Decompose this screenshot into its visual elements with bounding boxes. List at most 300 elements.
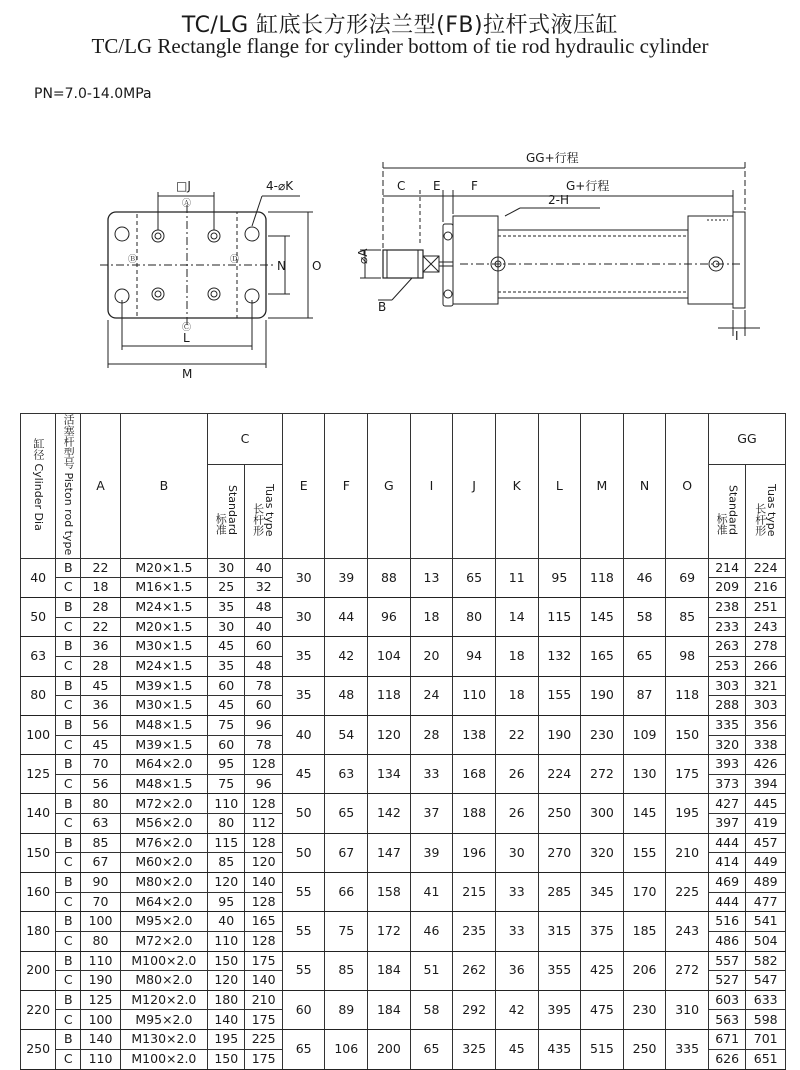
cell-n: 46 xyxy=(623,558,666,597)
cell-c-standard: 45 xyxy=(208,637,245,657)
cell-gg-tuas: 477 xyxy=(746,892,786,912)
cell-i: 41 xyxy=(410,873,453,912)
cell-bore: 150 xyxy=(21,833,56,872)
cell-g: 172 xyxy=(368,912,411,951)
cell-c-standard: 120 xyxy=(208,971,245,991)
cell-n: 230 xyxy=(623,990,666,1029)
cell-o: 175 xyxy=(666,755,709,794)
cell-m: 190 xyxy=(581,676,624,715)
label-e: E xyxy=(433,179,441,193)
cell-gg-standard: 320 xyxy=(708,735,745,755)
cell-f: 63 xyxy=(325,755,368,794)
table-row xyxy=(21,715,786,735)
cell-o: 195 xyxy=(666,794,709,833)
cell-bore: 250 xyxy=(21,1030,56,1070)
cell-rod-type: C xyxy=(56,814,81,834)
cell-i: 37 xyxy=(410,794,453,833)
cell-c-tuas: 140 xyxy=(245,971,282,991)
cell-gg-tuas: 449 xyxy=(746,853,786,873)
cell-gg-tuas: 598 xyxy=(746,1010,786,1030)
cell-e: 60 xyxy=(282,990,325,1029)
cell-c-standard: 85 xyxy=(208,853,245,873)
port-mark-d: Ⓓ xyxy=(230,255,240,265)
cell-l: 285 xyxy=(538,873,581,912)
cell-e: 30 xyxy=(282,558,325,597)
cell-e: 55 xyxy=(282,951,325,990)
cell-k: 42 xyxy=(495,990,538,1029)
table-row xyxy=(21,598,786,618)
cell-n: 185 xyxy=(623,912,666,951)
cell-f: 54 xyxy=(325,715,368,754)
cell-b: M48×1.5 xyxy=(120,715,207,735)
cell-c-tuas: 175 xyxy=(245,951,282,971)
dimension-table xyxy=(20,413,786,1070)
cell-gg-tuas: 303 xyxy=(746,696,786,716)
cell-gg-tuas: 651 xyxy=(746,1049,786,1069)
cell-b: M39×1.5 xyxy=(120,676,207,696)
cell-b: M76×2.0 xyxy=(120,833,207,853)
cell-m: 475 xyxy=(581,990,624,1029)
cell-o: 310 xyxy=(666,990,709,1029)
cell-a: 22 xyxy=(81,617,120,637)
table-row xyxy=(21,833,786,853)
header-c: C xyxy=(208,414,283,465)
cell-c-tuas: 48 xyxy=(245,656,282,676)
cell-c-standard: 45 xyxy=(208,696,245,716)
cell-i: 65 xyxy=(410,1030,453,1070)
cell-c-tuas: 32 xyxy=(245,578,282,598)
table-row xyxy=(21,912,786,932)
cell-c-standard: 40 xyxy=(208,912,245,932)
cell-a: 67 xyxy=(81,853,120,873)
cell-c-standard: 35 xyxy=(208,598,245,618)
cell-gg-tuas: 224 xyxy=(746,558,786,578)
cell-gg-tuas: 338 xyxy=(746,735,786,755)
cell-i: 33 xyxy=(410,755,453,794)
port-mark-b: Ⓑ xyxy=(128,255,138,265)
cell-b: M20×1.5 xyxy=(120,558,207,578)
cell-gg-tuas: 701 xyxy=(746,1030,786,1050)
cell-b: M120×2.0 xyxy=(120,990,207,1010)
cell-gg-standard: 214 xyxy=(708,558,745,578)
cell-f: 75 xyxy=(325,912,368,951)
cell-gg-standard: 393 xyxy=(708,755,745,775)
cell-b: M24×1.5 xyxy=(120,598,207,618)
cell-gg-tuas: 457 xyxy=(746,833,786,853)
cell-b: M95×2.0 xyxy=(120,1010,207,1030)
title-english: TC/LG Rectangle flange for cylinder bottom of tie rod hydraulic cylinder xyxy=(91,34,709,58)
cell-b: M100×2.0 xyxy=(120,951,207,971)
cell-c-tuas: 175 xyxy=(245,1010,282,1030)
cell-m: 375 xyxy=(581,912,624,951)
cell-e: 55 xyxy=(282,873,325,912)
cell-b: M80×2.0 xyxy=(120,873,207,893)
cell-l: 395 xyxy=(538,990,581,1029)
cell-c-standard: 95 xyxy=(208,755,245,775)
cell-b: M56×2.0 xyxy=(120,814,207,834)
cell-rod-type: C xyxy=(56,1010,81,1030)
cell-c-standard: 120 xyxy=(208,873,245,893)
cell-c-tuas: 96 xyxy=(245,715,282,735)
cell-gg-standard: 335 xyxy=(708,715,745,735)
cell-m: 145 xyxy=(581,598,624,637)
cell-n: 155 xyxy=(623,833,666,872)
cell-rod-type: C xyxy=(56,696,81,716)
cell-e: 50 xyxy=(282,794,325,833)
label-m: M xyxy=(182,367,193,381)
cell-k: 36 xyxy=(495,951,538,990)
cell-gg-standard: 373 xyxy=(708,774,745,794)
cell-c-tuas: 78 xyxy=(245,676,282,696)
cell-f: 42 xyxy=(325,637,368,676)
cell-c-tuas: 165 xyxy=(245,912,282,932)
cell-gg-tuas: 251 xyxy=(746,598,786,618)
cell-gg-standard: 557 xyxy=(708,951,745,971)
cell-f: 48 xyxy=(325,676,368,715)
cell-rod-type: B xyxy=(56,794,81,814)
cell-c-tuas: 128 xyxy=(245,833,282,853)
header-bore: 缸径 Cylinder Dia xyxy=(21,414,56,559)
table-body xyxy=(21,558,786,1069)
cell-j: 235 xyxy=(453,912,496,951)
cell-b: M48×1.5 xyxy=(120,774,207,794)
cell-a: 80 xyxy=(81,794,120,814)
header-i: I xyxy=(410,414,453,559)
cylinder-side-view xyxy=(360,162,760,336)
header-f: F xyxy=(325,414,368,559)
header-gg: GG xyxy=(708,414,785,465)
cell-l: 435 xyxy=(538,1030,581,1070)
cell-b: M39×1.5 xyxy=(120,735,207,755)
cell-gg-standard: 238 xyxy=(708,598,745,618)
cell-n: 65 xyxy=(623,637,666,676)
cell-i: 39 xyxy=(410,833,453,872)
cell-gg-standard: 253 xyxy=(708,656,745,676)
cell-m: 425 xyxy=(581,951,624,990)
pressure-rating: PN=7.0-14.0MPa xyxy=(34,86,152,102)
cell-f: 66 xyxy=(325,873,368,912)
table-row xyxy=(21,676,786,696)
cell-bore: 160 xyxy=(21,873,56,912)
cell-rod-type: B xyxy=(56,755,81,775)
cell-j: 196 xyxy=(453,833,496,872)
cell-c-standard: 150 xyxy=(208,951,245,971)
cell-c-standard: 115 xyxy=(208,833,245,853)
cell-j: 80 xyxy=(453,598,496,637)
cell-e: 55 xyxy=(282,912,325,951)
label-o: O xyxy=(312,259,322,273)
cell-n: 130 xyxy=(623,755,666,794)
cell-a: 36 xyxy=(81,696,120,716)
header-c-standard: 标准Standard xyxy=(208,465,245,559)
cell-bore: 63 xyxy=(21,637,56,676)
cell-a: 190 xyxy=(81,971,120,991)
cell-rod-type: C xyxy=(56,1049,81,1069)
cell-b: M30×1.5 xyxy=(120,637,207,657)
cell-g: 142 xyxy=(368,794,411,833)
header-rod-type: 活塞杆型号 Piston rod type xyxy=(56,414,81,559)
cell-c-tuas: 225 xyxy=(245,1030,282,1050)
cell-rod-type: B xyxy=(56,1030,81,1050)
cell-rod-type: C xyxy=(56,892,81,912)
cell-rod-type: C xyxy=(56,735,81,755)
cell-c-tuas: 140 xyxy=(245,873,282,893)
cell-c-standard: 180 xyxy=(208,990,245,1010)
cell-k: 14 xyxy=(495,598,538,637)
cell-m: 272 xyxy=(581,755,624,794)
cell-rod-type: C xyxy=(56,931,81,951)
cell-rod-type: B xyxy=(56,676,81,696)
cell-c-tuas: 128 xyxy=(245,755,282,775)
cell-gg-standard: 263 xyxy=(708,637,745,657)
cell-g: 158 xyxy=(368,873,411,912)
cell-e: 30 xyxy=(282,598,325,637)
cell-o: 210 xyxy=(666,833,709,872)
cell-n: 170 xyxy=(623,873,666,912)
cell-bore: 180 xyxy=(21,912,56,951)
cell-c-standard: 60 xyxy=(208,676,245,696)
cell-k: 30 xyxy=(495,833,538,872)
cell-b: M24×1.5 xyxy=(120,656,207,676)
cell-a: 110 xyxy=(81,1049,120,1069)
label-gg-stroke: GG+行程 xyxy=(526,151,579,165)
cell-a: 56 xyxy=(81,774,120,794)
cell-a: 80 xyxy=(81,931,120,951)
cell-l: 270 xyxy=(538,833,581,872)
cell-gg-standard: 486 xyxy=(708,931,745,951)
cell-c-standard: 75 xyxy=(208,774,245,794)
cell-bore: 50 xyxy=(21,598,56,637)
cell-c-tuas: 60 xyxy=(245,696,282,716)
cell-a: 28 xyxy=(81,656,120,676)
cell-j: 292 xyxy=(453,990,496,1029)
cell-bore: 40 xyxy=(21,558,56,597)
cell-gg-standard: 671 xyxy=(708,1030,745,1050)
header-o: O xyxy=(666,414,709,559)
cell-gg-tuas: 419 xyxy=(746,814,786,834)
cell-o: 243 xyxy=(666,912,709,951)
cell-b: M64×2.0 xyxy=(120,892,207,912)
cell-b: M60×2.0 xyxy=(120,853,207,873)
cell-a: 56 xyxy=(81,715,120,735)
cell-f: 39 xyxy=(325,558,368,597)
cell-k: 33 xyxy=(495,912,538,951)
cell-bore: 125 xyxy=(21,755,56,794)
cell-l: 355 xyxy=(538,951,581,990)
header-n: N xyxy=(623,414,666,559)
cell-rod-type: C xyxy=(56,971,81,991)
cell-c-tuas: 48 xyxy=(245,598,282,618)
cell-gg-tuas: 243 xyxy=(746,617,786,637)
header-c-tuas: 长杆形Tuas type xyxy=(245,465,282,559)
cell-c-standard: 25 xyxy=(208,578,245,598)
cell-a: 110 xyxy=(81,951,120,971)
header-e: E xyxy=(282,414,325,559)
cell-b: M95×2.0 xyxy=(120,912,207,932)
header-b: B xyxy=(120,414,207,559)
cell-b: M64×2.0 xyxy=(120,755,207,775)
cell-f: 67 xyxy=(325,833,368,872)
cell-a: 70 xyxy=(81,892,120,912)
cell-e: 50 xyxy=(282,833,325,872)
cell-g: 200 xyxy=(368,1030,411,1070)
cell-k: 26 xyxy=(495,755,538,794)
label-2h: 2-H xyxy=(548,193,569,207)
cell-o: 69 xyxy=(666,558,709,597)
cell-c-tuas: 60 xyxy=(245,637,282,657)
table-row xyxy=(21,794,786,814)
table-row xyxy=(21,951,786,971)
cell-g: 184 xyxy=(368,990,411,1029)
cell-c-standard: 140 xyxy=(208,1010,245,1030)
cell-m: 118 xyxy=(581,558,624,597)
cell-n: 145 xyxy=(623,794,666,833)
cell-gg-tuas: 547 xyxy=(746,971,786,991)
cell-gg-tuas: 582 xyxy=(746,951,786,971)
cell-gg-standard: 626 xyxy=(708,1049,745,1069)
cell-gg-standard: 469 xyxy=(708,873,745,893)
label-k: 4-⌀K xyxy=(266,179,294,193)
cell-gg-tuas: 541 xyxy=(746,912,786,932)
cell-bore: 80 xyxy=(21,676,56,715)
cell-c-standard: 75 xyxy=(208,715,245,735)
cell-c-tuas: 128 xyxy=(245,892,282,912)
cell-o: 85 xyxy=(666,598,709,637)
cell-c-tuas: 112 xyxy=(245,814,282,834)
cell-f: 65 xyxy=(325,794,368,833)
cell-gg-tuas: 356 xyxy=(746,715,786,735)
cell-g: 184 xyxy=(368,951,411,990)
cell-l: 95 xyxy=(538,558,581,597)
cell-f: 106 xyxy=(325,1030,368,1070)
cell-i: 13 xyxy=(410,558,453,597)
cell-gg-standard: 603 xyxy=(708,990,745,1010)
cell-k: 26 xyxy=(495,794,538,833)
header-j: J xyxy=(453,414,496,559)
cell-o: 98 xyxy=(666,637,709,676)
cell-gg-standard: 444 xyxy=(708,833,745,853)
cell-m: 165 xyxy=(581,637,624,676)
cell-rod-type: B xyxy=(56,912,81,932)
cell-c-standard: 35 xyxy=(208,656,245,676)
cell-j: 110 xyxy=(453,676,496,715)
cell-l: 224 xyxy=(538,755,581,794)
header-a: A xyxy=(81,414,120,559)
cell-f: 44 xyxy=(325,598,368,637)
cell-c-standard: 80 xyxy=(208,814,245,834)
cell-j: 65 xyxy=(453,558,496,597)
cell-gg-standard: 516 xyxy=(708,912,745,932)
cell-gg-tuas: 216 xyxy=(746,578,786,598)
cell-i: 18 xyxy=(410,598,453,637)
cell-c-tuas: 128 xyxy=(245,794,282,814)
cell-a: 125 xyxy=(81,990,120,1010)
cell-c-standard: 30 xyxy=(208,558,245,578)
cell-rod-type: B xyxy=(56,558,81,578)
cell-b: M100×2.0 xyxy=(120,1049,207,1069)
cell-gg-tuas: 278 xyxy=(746,637,786,657)
table-row xyxy=(21,755,786,775)
cell-c-standard: 30 xyxy=(208,617,245,637)
cell-rod-type: B xyxy=(56,637,81,657)
cell-a: 63 xyxy=(81,814,120,834)
cell-i: 51 xyxy=(410,951,453,990)
cell-o: 118 xyxy=(666,676,709,715)
cell-j: 325 xyxy=(453,1030,496,1070)
cell-gg-tuas: 445 xyxy=(746,794,786,814)
cell-c-tuas: 78 xyxy=(245,735,282,755)
cell-f: 89 xyxy=(325,990,368,1029)
cell-gg-standard: 414 xyxy=(708,853,745,873)
cell-rod-type: C xyxy=(56,774,81,794)
cell-gg-tuas: 394 xyxy=(746,774,786,794)
cell-gg-tuas: 266 xyxy=(746,656,786,676)
cell-k: 18 xyxy=(495,637,538,676)
cell-g: 88 xyxy=(368,558,411,597)
cell-gg-tuas: 633 xyxy=(746,990,786,1010)
flange-end-view xyxy=(100,192,313,368)
cell-i: 46 xyxy=(410,912,453,951)
cell-l: 250 xyxy=(538,794,581,833)
cell-rod-type: B xyxy=(56,873,81,893)
cell-gg-standard: 427 xyxy=(708,794,745,814)
cell-c-standard: 95 xyxy=(208,892,245,912)
cell-e: 35 xyxy=(282,676,325,715)
port-mark-a: Ⓐ xyxy=(182,199,192,209)
cell-bore: 200 xyxy=(21,951,56,990)
cell-b: M130×2.0 xyxy=(120,1030,207,1050)
label-i: I xyxy=(735,329,739,343)
cell-c-standard: 60 xyxy=(208,735,245,755)
cell-c-standard: 110 xyxy=(208,794,245,814)
cell-i: 20 xyxy=(410,637,453,676)
cell-gg-tuas: 321 xyxy=(746,676,786,696)
cell-b: M30×1.5 xyxy=(120,696,207,716)
cell-rod-type: B xyxy=(56,951,81,971)
cell-c-standard: 195 xyxy=(208,1030,245,1050)
cell-g: 104 xyxy=(368,637,411,676)
header-gg-standard: 标准Standard xyxy=(708,465,745,559)
cell-a: 22 xyxy=(81,558,120,578)
cell-g: 147 xyxy=(368,833,411,872)
header-gg-tuas: 长杆形Tuas type xyxy=(746,465,786,559)
cell-i: 58 xyxy=(410,990,453,1029)
cell-rod-type: C xyxy=(56,853,81,873)
cell-m: 320 xyxy=(581,833,624,872)
cell-e: 45 xyxy=(282,755,325,794)
cell-c-tuas: 210 xyxy=(245,990,282,1010)
cell-rod-type: B xyxy=(56,990,81,1010)
cell-c-tuas: 96 xyxy=(245,774,282,794)
cell-gg-standard: 303 xyxy=(708,676,745,696)
cell-gg-tuas: 504 xyxy=(746,931,786,951)
cell-c-tuas: 175 xyxy=(245,1049,282,1069)
cell-a: 100 xyxy=(81,1010,120,1030)
cell-n: 206 xyxy=(623,951,666,990)
cell-n: 109 xyxy=(623,715,666,754)
technical-drawings xyxy=(0,0,800,410)
label-j: □J xyxy=(176,179,191,193)
cell-o: 150 xyxy=(666,715,709,754)
cell-a: 100 xyxy=(81,912,120,932)
cell-o: 225 xyxy=(666,873,709,912)
cell-e: 65 xyxy=(282,1030,325,1070)
table-row xyxy=(21,637,786,657)
label-b: B xyxy=(378,300,387,314)
cell-m: 515 xyxy=(581,1030,624,1070)
cell-gg-standard: 233 xyxy=(708,617,745,637)
cell-n: 87 xyxy=(623,676,666,715)
